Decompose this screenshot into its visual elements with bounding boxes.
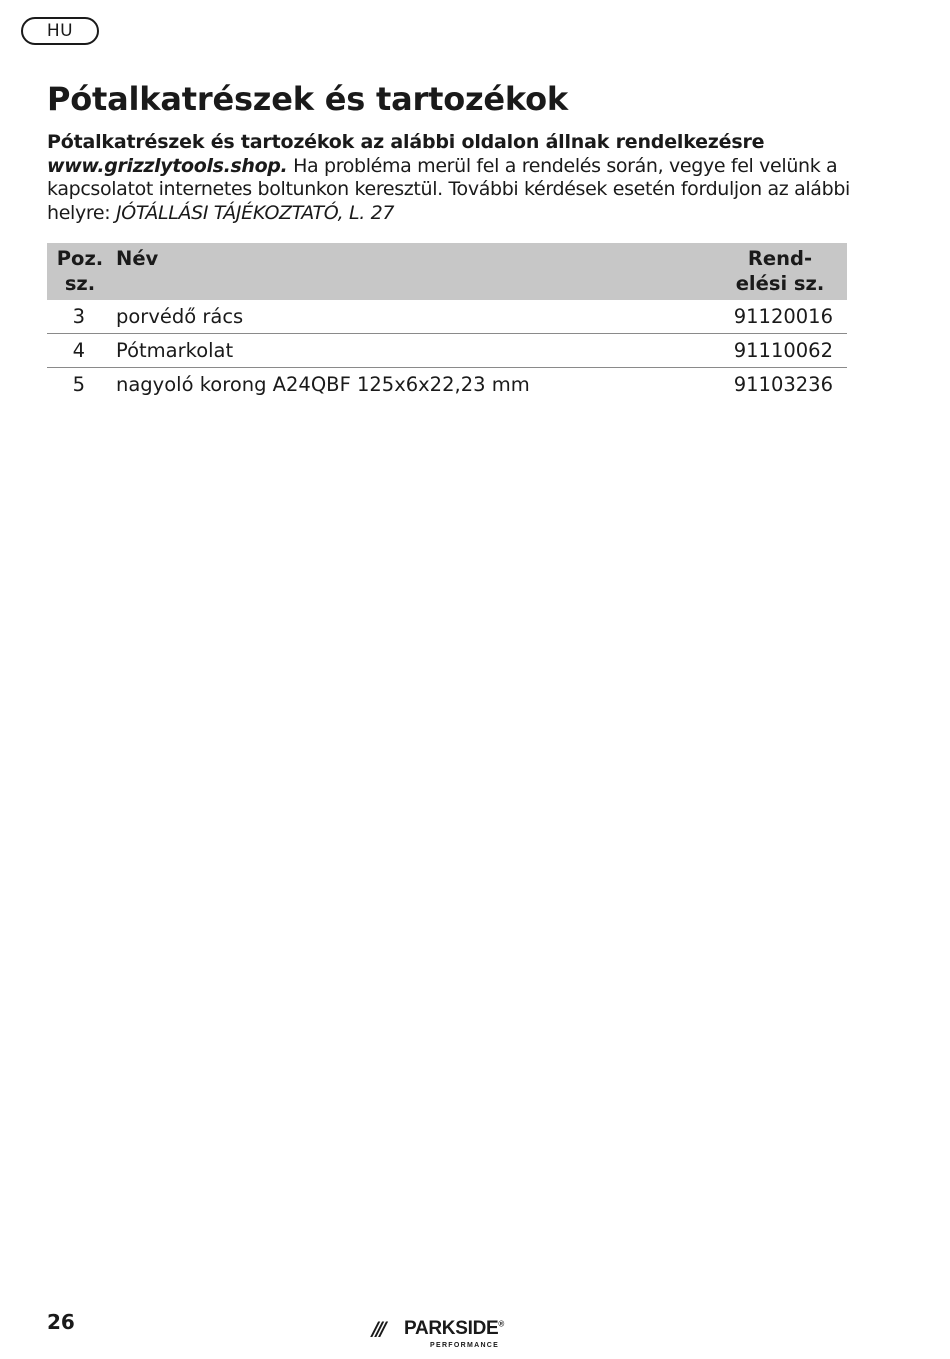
intro-paragraph <box>47 131 857 225</box>
row-order-number: 91103236 <box>733 373 833 396</box>
row-name: Pótmarkolat <box>116 339 234 362</box>
intro-bold-lead: Pótalkatrészek és tartozékok az alábbi oldalon állnak rendelkezésre <box>47 131 765 153</box>
header-order-number: Rend- elési sz. <box>735 247 825 295</box>
row-name: nagyoló korong A24QBF 125x6x22,23 mm <box>116 373 530 396</box>
brand-name: PARKSIDE® <box>404 1318 504 1339</box>
page-number: 26 <box>47 1310 75 1334</box>
header-name: Név <box>116 247 159 270</box>
spare-parts-table <box>47 243 847 401</box>
page-title: Pótalkatrészek és tartozékok <box>47 80 569 118</box>
brand-subtitle: PERFORMANCE <box>430 1342 500 1349</box>
intro-text: Ha probléma merül fel a rendelés során, vegye fel velünk a kapcsolatot internetes boltunkon keresztül. További kérdések esetén forduljon az alábbi helyre: <box>47 154 850 224</box>
table-row <box>47 300 847 334</box>
website-link[interactable]: www.grizzlytools.shop. <box>47 154 288 177</box>
language-badge: HU <box>21 17 99 45</box>
row-order-number: 91110062 <box>733 339 833 362</box>
parkside-logo <box>372 1316 532 1356</box>
row-position: 3 <box>72 305 85 328</box>
header-position: Poz. sz. <box>56 247 104 295</box>
row-order-number: 91120016 <box>733 305 833 328</box>
row-name: porvédő rács <box>116 305 244 328</box>
warranty-reference: JÓTÁLLÁSI TÁJÉKOZTATÓ, L. 27 <box>115 201 395 224</box>
row-position: 4 <box>72 339 85 362</box>
table-header-row <box>47 243 847 300</box>
row-position: 5 <box>72 373 85 396</box>
brand-slashes-icon: /// <box>372 1318 384 1340</box>
table-row <box>47 368 847 402</box>
table-row <box>47 334 847 368</box>
